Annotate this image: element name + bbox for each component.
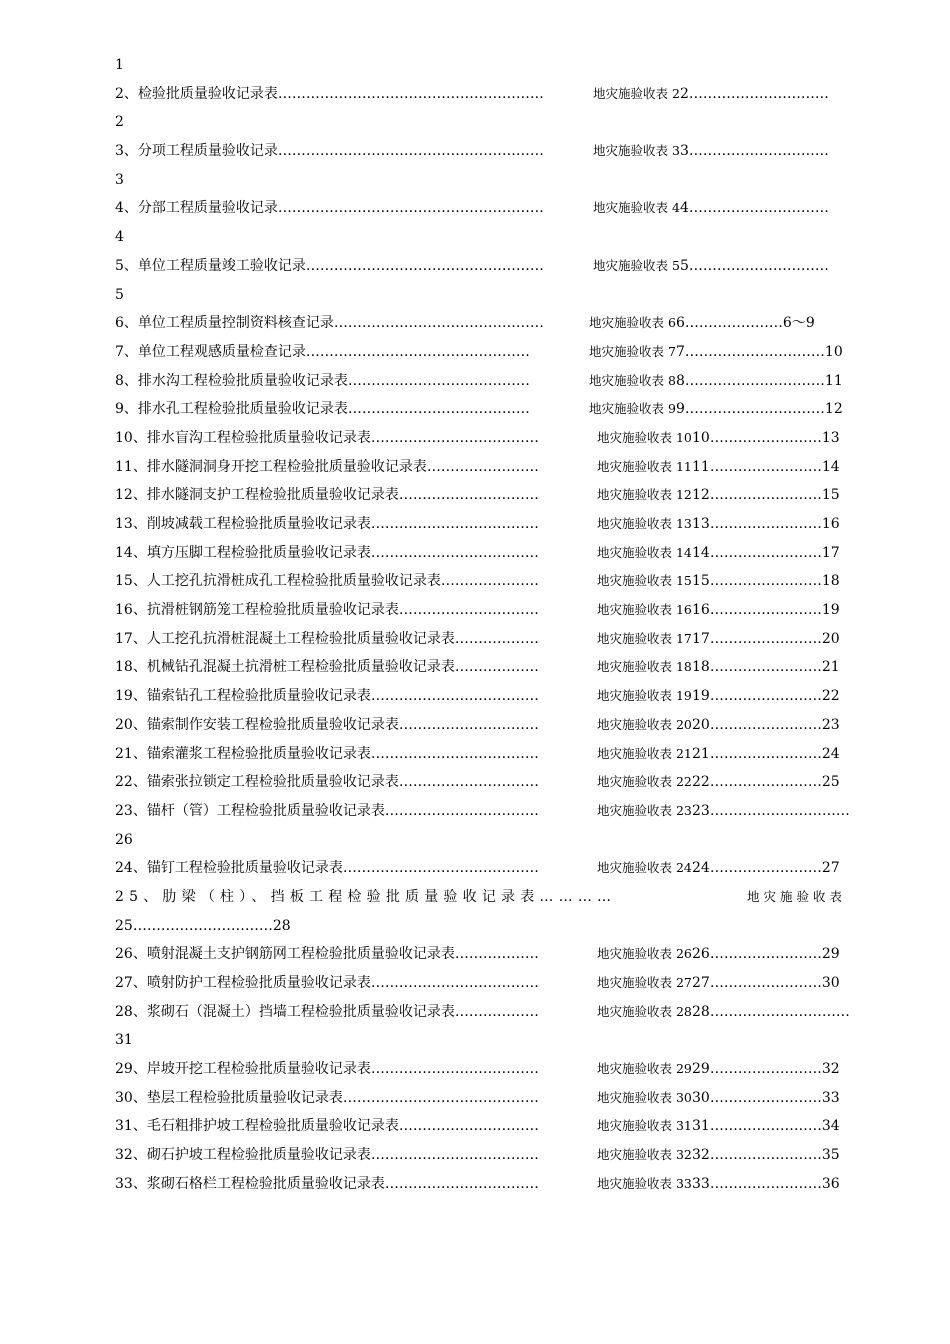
toc-entry-page: 9…………………………12 (676, 401, 843, 418)
toc-entry (115, 682, 855, 711)
toc-entry (115, 338, 855, 367)
toc-entry-page: 22……………………25 (692, 774, 840, 791)
toc-entry-form-ref: 地灾施验收表 23 (597, 802, 692, 818)
toc-entry (115, 395, 855, 424)
toc-entry-title: 7、单位工程观感质量检查记录………………………………………… (115, 343, 530, 360)
toc-entry-page: 26……………………29 (692, 946, 840, 963)
toc-entry (115, 80, 855, 109)
toc-entry (115, 653, 855, 682)
toc-entry-page: 17……………………20 (692, 630, 840, 647)
toc-entry-title: 21、锚索灌浆工程检验批质量验收记录表……………………………… (115, 745, 539, 762)
toc-entry-title: 5、单位工程质量竣工验收记录…………………………………………… (115, 257, 544, 274)
toc-entry-form-ref: 地灾施验收表 15 (597, 573, 692, 589)
toc-entry-title: 24、锚钉工程检验批质量验收记录表…………………………………… (115, 860, 539, 877)
toc-entry-form-ref: 地灾施验收表 29 (597, 1061, 692, 1077)
toc-entry-form-ref: 地灾施验收表 21 (597, 745, 692, 761)
toc-entry-form-ref: 地灾施验收表 31 (597, 1118, 692, 1134)
toc-entry (115, 367, 855, 396)
toc-entry-page: 5………………………… (680, 257, 829, 274)
toc-entry (115, 510, 855, 539)
toc-entry-title: 30、垫层工程检验批质量验收记录表…………………………………… (115, 1089, 539, 1106)
toc-entry-title: 33、浆砌石格栏工程检验批质量验收记录表…………………………… (115, 1175, 539, 1192)
toc-entry-page: 20……………………23 (692, 716, 840, 733)
toc-entry (115, 194, 855, 223)
toc-entry-page: 12……………………15 (692, 487, 840, 504)
toc-entry (115, 424, 855, 453)
toc-entry-page: 7…………………………10 (676, 343, 843, 360)
toc-entry (115, 854, 855, 883)
toc-entry (115, 252, 855, 281)
toc-entry (115, 625, 855, 654)
toc-entry (115, 137, 855, 166)
toc-entry (115, 108, 855, 137)
toc-entry-form-ref: 地灾施验收表 4 (593, 200, 680, 216)
toc-entry-title: 11、排水隧洞洞身开挖工程检验批质量验收记录表…………………… (115, 458, 539, 475)
toc-entry-title: 31 (115, 1032, 133, 1049)
toc-entry (115, 51, 855, 80)
toc-entry-form-ref: 地灾施验收表 33 (597, 1175, 692, 1191)
toc-entry-title: 25…………………………28 (115, 917, 291, 934)
toc-entry-form-ref: 地灾施验收表 2 (593, 85, 680, 101)
toc-entry-page: 31……………………34 (692, 1118, 840, 1135)
toc-entry-form-ref: 地灾施验收表 (747, 888, 847, 904)
toc-entry-page: 28………………………… (692, 1003, 850, 1020)
toc-entry-form-ref: 地灾施验收表 13 (597, 516, 692, 531)
toc-entry-title: 16、抗滑桩钢筋笼工程检验批质量验收记录表………………………… (115, 602, 539, 619)
toc-entry-title: 19、锚索钻孔工程检验批质量验收记录表……………………………… (115, 688, 539, 705)
toc-entry (115, 481, 855, 510)
toc-entry-title: 12、排水隧洞支护工程检验批质量验收记录表………………………… (115, 487, 539, 504)
toc-entry (115, 309, 855, 338)
toc-entry-form-ref: 地灾施验收表 9 (589, 401, 676, 417)
toc-entry-title: 2、检验批质量验收记录表………………………………………………… (115, 85, 544, 102)
toc-entry (115, 539, 855, 568)
toc-entry-form-ref: 地灾施验收表 26 (597, 946, 692, 962)
toc-entry-form-ref: 地灾施验收表 27 (597, 975, 692, 990)
toc-entry-form-ref: 地灾施验收表 7 (589, 343, 676, 359)
toc-entry-page: 4………………………… (680, 200, 829, 217)
toc-entry (115, 998, 855, 1027)
toc-entry-title: 31、毛石粗排护坡工程检验批质量验收记录表………………………… (115, 1118, 539, 1135)
toc-entry-title: 23、锚杆（管）工程检验批质量验收记录表…………………………… (115, 802, 539, 819)
toc-entry (115, 1084, 855, 1113)
toc-entry (115, 223, 855, 252)
toc-entry-title: 28、浆砌石（混凝土）挡墙工程检验批质量验收记录表……………… (115, 1003, 539, 1020)
toc-entry-title: 4、分部工程质量验收记录………………………………………………… (115, 200, 544, 217)
toc-entry-page: 27……………………30 (692, 975, 840, 991)
toc-entry-form-ref: 地灾施验收表 32 (597, 1147, 692, 1163)
toc-entry-form-ref: 地灾施验收表 11 (597, 458, 692, 474)
toc-entry-title: 13、削坡减载工程检验批质量验收记录表……………………………… (115, 516, 539, 532)
toc-entry (115, 797, 855, 826)
toc-entry-page: 16……………………19 (692, 602, 840, 619)
toc-entry-form-ref: 地灾施验收表 18 (597, 659, 692, 675)
toc-entry (115, 1026, 855, 1055)
toc-entry-form-ref: 地灾施验收表 3 (593, 143, 680, 159)
toc-entry-page: 11……………………14 (692, 458, 840, 475)
toc-entry-title: 2 (115, 114, 124, 131)
toc-entry-page: 19……………………22 (692, 688, 840, 705)
toc-entry (115, 1170, 855, 1199)
toc-entry-form-ref: 地灾施验收表 19 (597, 688, 692, 704)
toc-entry (115, 740, 855, 769)
toc-entry (115, 940, 855, 969)
toc-entry-page: 14……………………17 (692, 544, 840, 561)
toc-entry-title: 3、分项工程质量验收记录………………………………………………… (115, 143, 544, 160)
toc-entry-page: 2………………………… (680, 85, 829, 102)
toc-entry-title: 27、喷射防护工程检验批质量验收记录表……………………………… (115, 975, 539, 991)
toc-entry-form-ref: 地灾施验收表 22 (597, 774, 692, 790)
table-of-contents (115, 51, 855, 1199)
toc-entry-title: 4 (115, 229, 124, 246)
toc-entry-form-ref: 地灾施验收表 16 (597, 602, 692, 618)
toc-entry-form-ref: 地灾施验收表 30 (597, 1089, 692, 1105)
toc-entry-title: 9、排水孔工程检验批质量验收记录表………………………………… (115, 401, 530, 418)
toc-entry-page: 18……………………21 (692, 659, 840, 676)
toc-entry-title: 29、岸坡开挖工程检验批质量验收记录表……………………………… (115, 1061, 539, 1078)
toc-entry (115, 912, 855, 941)
toc-entry (115, 826, 855, 855)
toc-entry-page: 29……………………32 (692, 1061, 840, 1078)
toc-entry-form-ref: 地灾施验收表 8 (589, 372, 676, 388)
toc-entry-title: 8、排水沟工程检验批质量验收记录表………………………………… (115, 372, 530, 389)
toc-entry-page: 33……………………36 (692, 1175, 840, 1192)
toc-entry-page: 6…………………6～9 (676, 315, 815, 332)
toc-entry (115, 711, 855, 740)
toc-entry-title: 3 (115, 171, 124, 188)
toc-entry-form-ref: 地灾施验收表 10 (597, 429, 692, 445)
toc-entry (115, 1141, 855, 1170)
toc-entry (115, 453, 855, 482)
toc-entry-title: 5 (115, 286, 124, 303)
toc-entry-form-ref: 地灾施验收表 28 (597, 1003, 692, 1019)
toc-entry-form-ref: 地灾施验收表 5 (593, 257, 680, 273)
toc-entry-title: 6、单位工程质量控制资料核查记录……………………………………… (115, 315, 544, 332)
toc-entry-page: 23………………………… (692, 802, 850, 819)
toc-entry (115, 1112, 855, 1141)
toc-entry-page: 21……………………24 (692, 745, 840, 762)
toc-entry (115, 768, 855, 797)
toc-entry-page: 3………………………… (680, 143, 829, 160)
toc-entry (115, 969, 855, 998)
toc-entry-form-ref: 地灾施验收表 20 (597, 716, 692, 732)
toc-entry (115, 883, 855, 912)
toc-entry-title: 22、锚索张拉锁定工程检验批质量验收记录表………………………… (115, 774, 539, 791)
toc-entry (115, 1055, 855, 1084)
toc-entry (115, 596, 855, 625)
toc-entry-title: 15、人工挖孔抗滑桩成孔工程检验批质量验收记录表………………… (115, 573, 539, 590)
toc-entry-page: 10……………………13 (692, 429, 840, 446)
toc-entry-page: 32……………………35 (692, 1147, 840, 1164)
toc-entry-form-ref: 地灾施验收表 17 (597, 630, 692, 646)
toc-entry-page: 24……………………27 (692, 860, 840, 877)
toc-entry-form-ref: 地灾施验收表 6 (589, 315, 676, 331)
toc-entry-title: 18、机械钻孔混凝土抗滑桩工程检验批质量验收记录表……………… (115, 659, 539, 676)
toc-entry-title: 17、人工挖孔抗滑桩混凝土工程检验批质量验收记录表……………… (115, 630, 539, 647)
toc-entry (115, 281, 855, 310)
toc-entry-title: 1 (115, 57, 124, 73)
toc-entry-page: 8…………………………11 (676, 372, 843, 389)
toc-entry-title: 10、排水盲沟工程检验批质量验收记录表……………………………… (115, 429, 539, 446)
toc-entry-page: 15……………………18 (692, 573, 840, 590)
toc-entry-form-ref: 地灾施验收表 24 (597, 860, 692, 876)
toc-entry-title: 32、砌石护坡工程检验批质量验收记录表……………………………… (115, 1147, 539, 1164)
toc-entry-title: 26 (115, 831, 133, 848)
toc-entry-title: 20、锚索制作安装工程检验批质量验收记录表………………………… (115, 716, 539, 733)
toc-entry-title: 26、喷射混凝土支护钢筋网工程检验批质量验收记录表……………… (115, 946, 539, 963)
toc-entry-title: 25、肋梁（柱）、挡板工程检验批质量验收记录表………… (115, 888, 617, 905)
toc-entry-form-ref: 地灾施验收表 14 (597, 544, 692, 560)
toc-entry-form-ref: 地灾施验收表 12 (597, 487, 692, 503)
toc-entry-title: 14、填方压脚工程检验批质量验收记录表……………………………… (115, 544, 539, 561)
toc-entry-page: 30……………………33 (692, 1089, 840, 1106)
toc-entry-page: 13……………………16 (692, 516, 840, 532)
toc-entry (115, 166, 855, 195)
toc-entry (115, 567, 855, 596)
